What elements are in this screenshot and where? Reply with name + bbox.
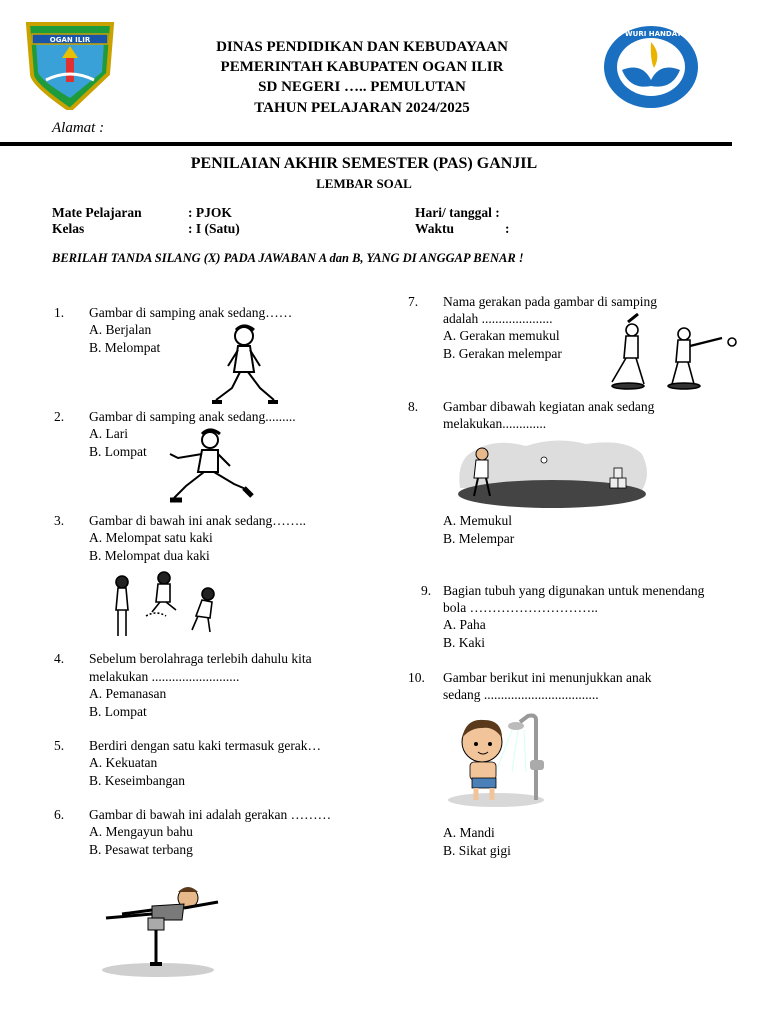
- q2-option-a[interactable]: A. Lari: [89, 426, 128, 441]
- header-line-2: PEMERINTAH KABUPATEN OGAN ILIR: [220, 59, 504, 75]
- class-label: Kelas: [52, 221, 85, 236]
- question-text-line-2: melakukan.............: [443, 416, 547, 431]
- instruction: BERILAH TANDA SILANG (X) PADA JAWABAN A dan B, YANG DI ANGGAP BENAR !: [52, 251, 524, 265]
- question-number: 4.: [54, 651, 65, 666]
- logo-left-text: OGAN ILIR: [49, 36, 91, 44]
- question-number: 8.: [408, 399, 419, 414]
- q10-option-a[interactable]: A. Mandi: [443, 825, 495, 840]
- q6-option-b[interactable]: B. Pesawat terbang: [89, 842, 193, 857]
- question-text: Gambar di samping anak sedang.........: [89, 409, 296, 424]
- q8-option-b[interactable]: B. Melempar: [443, 531, 515, 546]
- showering-child-image: [446, 712, 548, 808]
- question-number: 2.: [54, 409, 65, 424]
- subject-value: : PJOK: [188, 205, 232, 220]
- day-date-label: Hari/ tanggal :: [415, 205, 500, 220]
- question-number: 7.: [408, 294, 419, 309]
- q1-option-a[interactable]: A. Berjalan: [89, 322, 152, 337]
- question-text-line-1: Bagian tubuh yang digunakan untuk menendang: [443, 583, 705, 598]
- question-text-line-1: Gambar dibawah kegiatan anak sedang: [443, 399, 655, 414]
- q5-option-b[interactable]: B. Keseimbangan: [89, 773, 185, 788]
- question-text: Gambar di bawah ini anak sedang……..: [89, 513, 307, 528]
- question-text-line-1: Sebelum berolahraga terlebih dahulu kita: [89, 651, 312, 666]
- question-text-line-2: melakukan ..........................: [89, 669, 240, 684]
- question-text-line-1: Nama gerakan pada gambar di samping: [443, 294, 658, 309]
- q3-option-a[interactable]: A. Melompat satu kaki: [89, 530, 213, 545]
- time-label: Waktu: [415, 221, 455, 236]
- q7-option-b[interactable]: B. Gerakan melempar: [443, 346, 562, 361]
- question-text-line-1: Gambar berikut ini menunjukkan anak: [443, 670, 652, 685]
- question-text: Gambar di samping anak sedang……: [89, 305, 293, 320]
- question-text: Berdiri dengan satu kaki termasuk gerak…: [89, 738, 322, 753]
- q9-option-a[interactable]: A. Paha: [443, 617, 486, 632]
- q9-option-b[interactable]: B. Kaki: [443, 635, 485, 650]
- question-4: [54, 650, 374, 686]
- q3-option-b[interactable]: B. Melompat dua kaki: [89, 548, 210, 563]
- header-line-1: DINAS PENDIDIKAN DAN KEBUDAYAAN: [216, 39, 508, 55]
- question-number: 5.: [54, 738, 65, 753]
- question-number: 3.: [54, 513, 65, 528]
- jumping-children-image: [106, 570, 226, 642]
- question-text-line-2: bola ………………………..: [443, 600, 598, 615]
- q6-option-a[interactable]: A. Mengayun bahu: [89, 824, 193, 839]
- question-9: [421, 582, 751, 618]
- header-divider: [0, 142, 732, 146]
- q4-option-b[interactable]: B. Lompat: [89, 704, 147, 719]
- question-10: [408, 669, 728, 705]
- question-text: Gambar di bawah ini adalah gerakan ………: [89, 807, 332, 822]
- class-value: : I (Satu): [188, 221, 240, 236]
- baseball-players-image: [604, 312, 740, 392]
- question-text-line-2: adalah .....................: [443, 311, 553, 326]
- header-line-4: TAHUN PELAJARAN 2024/2025: [254, 100, 470, 116]
- q4-option-a[interactable]: A. Pemanasan: [89, 686, 167, 701]
- address-label: Alamat :: [52, 120, 105, 136]
- bowling-throw-image: [456, 438, 648, 510]
- question-text-line-2: sedang ..................................: [443, 687, 599, 702]
- q10-option-b[interactable]: B. Sikat gigi: [443, 843, 511, 858]
- q1-option-b[interactable]: B. Melompat: [89, 340, 161, 355]
- q8-option-a[interactable]: A. Memukul: [443, 513, 512, 528]
- question-number: 1.: [54, 305, 65, 320]
- time-colon: :: [505, 221, 510, 236]
- running-child-image: [164, 428, 256, 508]
- subject-label: Mate Pelajaran: [52, 205, 142, 220]
- question-number: 6.: [54, 807, 65, 822]
- exam-title: PENILAIAN AKHIR SEMESTER (PAS) GANJIL: [190, 155, 538, 172]
- q2-option-b[interactable]: B. Lompat: [89, 444, 147, 459]
- logo-right-text: TUT WURI HANDAYANI: [607, 30, 695, 38]
- question-8: [408, 398, 728, 434]
- q7-option-a[interactable]: A. Gerakan memukul: [443, 328, 560, 343]
- question-number: 10.: [408, 670, 425, 685]
- question-number: 9.: [421, 583, 432, 598]
- airplane-pose-child-image: [100, 884, 220, 978]
- header-line-3: SD NEGERI ….. PEMULUTAN: [258, 79, 466, 95]
- exam-subtitle: LEMBAR SOAL: [316, 176, 412, 191]
- q5-option-a[interactable]: A. Kekuatan: [89, 755, 158, 770]
- walking-child-image: [208, 322, 280, 408]
